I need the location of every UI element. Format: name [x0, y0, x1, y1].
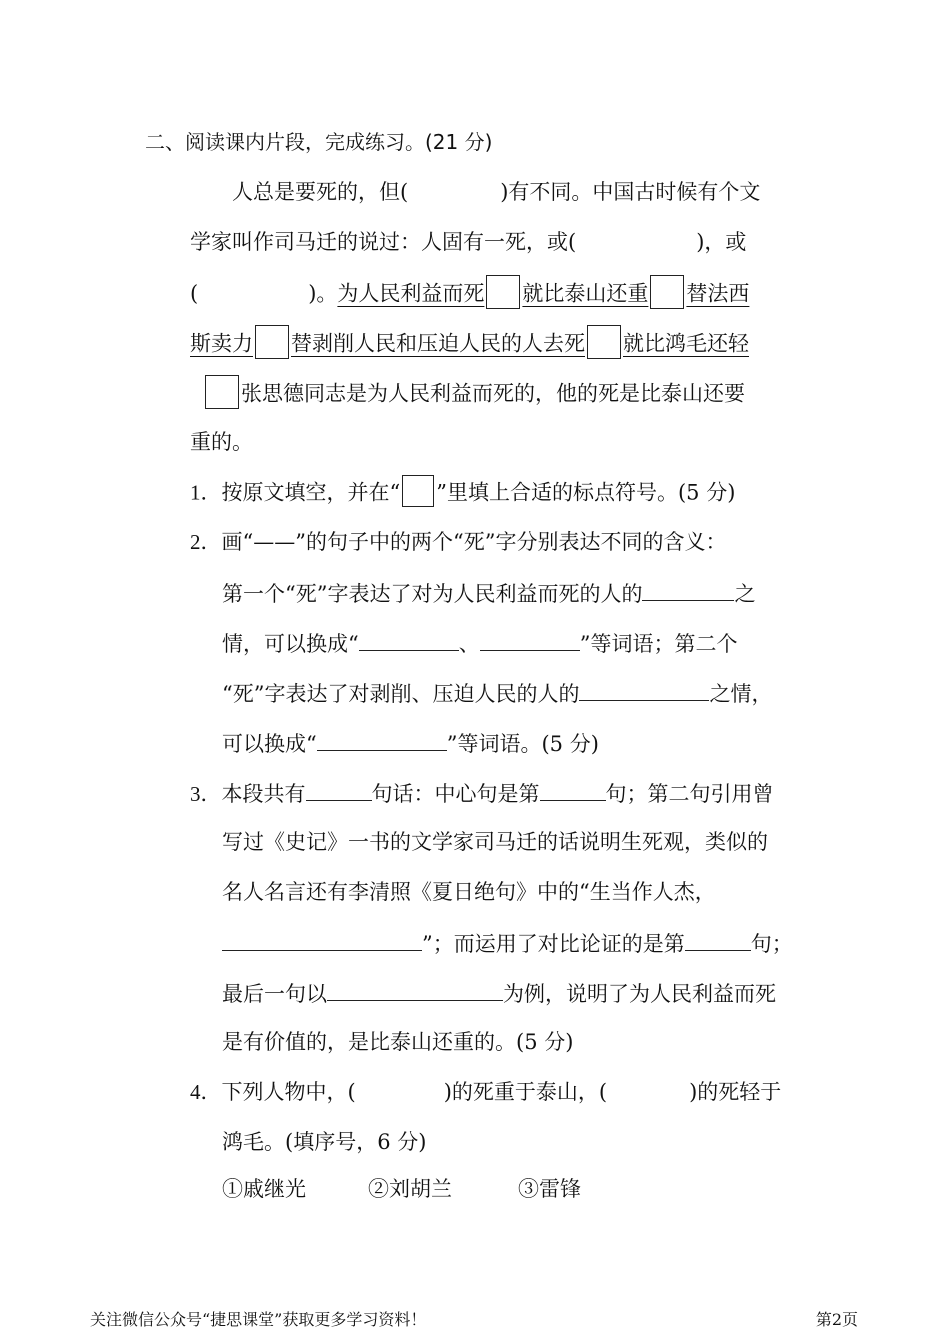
answer-blank[interactable]: [579, 678, 709, 701]
answer-blank[interactable]: [317, 728, 447, 751]
underlined-sentence-part: 斯卖力: [190, 331, 253, 356]
passage-line-5: 张思德同志是为人民利益而死的，他的死是比泰山还要: [203, 378, 745, 412]
question-4-line-2: 鸿毛。(填序号，6 分): [222, 1130, 427, 1154]
question-4-line-1: 4．下列人物中，( )的死重于泰山，( )的死轻于: [190, 1080, 782, 1104]
passage-line-4: [190, 328, 749, 362]
option-2: ②刘胡兰: [368, 1177, 452, 1201]
answer-blank[interactable]: [222, 928, 422, 951]
answer-blank[interactable]: [359, 628, 459, 651]
option-3: ③雷锋: [518, 1177, 581, 1201]
option-1: ①戚继光: [222, 1177, 306, 1201]
page-number: 第2页: [815, 1310, 858, 1329]
footer-promo-text: 关注微信公众号“捷思课堂”获取更多学习资料！: [90, 1310, 427, 1329]
passage-line-3: ( )。为人民利益而死 就比泰山还重 替法西: [190, 278, 749, 312]
underlined-sentence-part: 就比鸿毛还轻: [623, 331, 749, 356]
answer-blank[interactable]: [540, 778, 606, 801]
question-2-line-1: 2．画“——”的句子中的两个“死”字分别表达不同的含义：: [190, 530, 727, 554]
underlined-sentence-part: 为人民利益而死: [337, 281, 485, 306]
question-3-line-4: ”；而运用了对比论证的是第 句；: [222, 928, 793, 958]
section-heading: 二、阅读课内片段，完成练习。(21 分): [145, 130, 493, 154]
answer-blank[interactable]: [642, 578, 734, 601]
passage-line-2: 学家叫作司马迁的说过：人固有一死，或( )，或: [190, 230, 747, 254]
underlined-sentence-part: 替法西: [686, 281, 750, 306]
question-4-options: [222, 1175, 581, 1203]
punctuation-box[interactable]: [587, 325, 621, 359]
punctuation-box[interactable]: [650, 275, 684, 309]
question-2-line-5: 可以换成“ ”等词语。(5 分): [222, 728, 599, 758]
question-3-line-3: 名人名言还有李清照《夏日绝句》中的“生当作人杰，: [222, 880, 716, 904]
question-3-line-5: 最后一句以 为例，说明了为人民利益而死: [222, 978, 776, 1008]
question-1: 1．按原文填空，并在“ ”里填上合适的标点符号。(5 分): [190, 478, 735, 510]
answer-blank[interactable]: [327, 978, 503, 1001]
question-2-line-2: 第一个“死”字表达了对为人民利益而死的人的 之: [222, 578, 755, 608]
answer-blank[interactable]: [480, 628, 580, 651]
answer-blank[interactable]: [306, 778, 372, 801]
passage-line-1: 人总是要死的，但( )有不同。中国古时候有个文: [232, 180, 761, 204]
passage-line-6: 重的。: [190, 430, 253, 454]
question-3-line-1: 3．本段共有 句话：中心句是第 句；第二句引用曾: [190, 778, 774, 808]
punctuation-box[interactable]: [486, 275, 520, 309]
punctuation-box-sample: [402, 475, 434, 507]
punctuation-box[interactable]: [255, 325, 289, 359]
punctuation-box[interactable]: [205, 375, 239, 409]
underlined-sentence-part: 就比泰山还重: [522, 281, 649, 306]
question-2-line-3: 情，可以换成“ 、 ”等词语；第二个: [222, 628, 738, 658]
answer-blank[interactable]: [685, 928, 751, 951]
question-2-line-4: “死”字表达了对剥削、压迫人民的人的 之情，: [222, 678, 772, 708]
question-3-line-2: 写过《史记》一书的文学家司马迁的话说明生死观，类似的: [222, 830, 768, 854]
underlined-sentence-part: 替剥削人民和压迫人民的人去死: [291, 331, 585, 356]
question-3-line-6: 是有价值的，是比泰山还重的。(5 分): [222, 1030, 574, 1054]
